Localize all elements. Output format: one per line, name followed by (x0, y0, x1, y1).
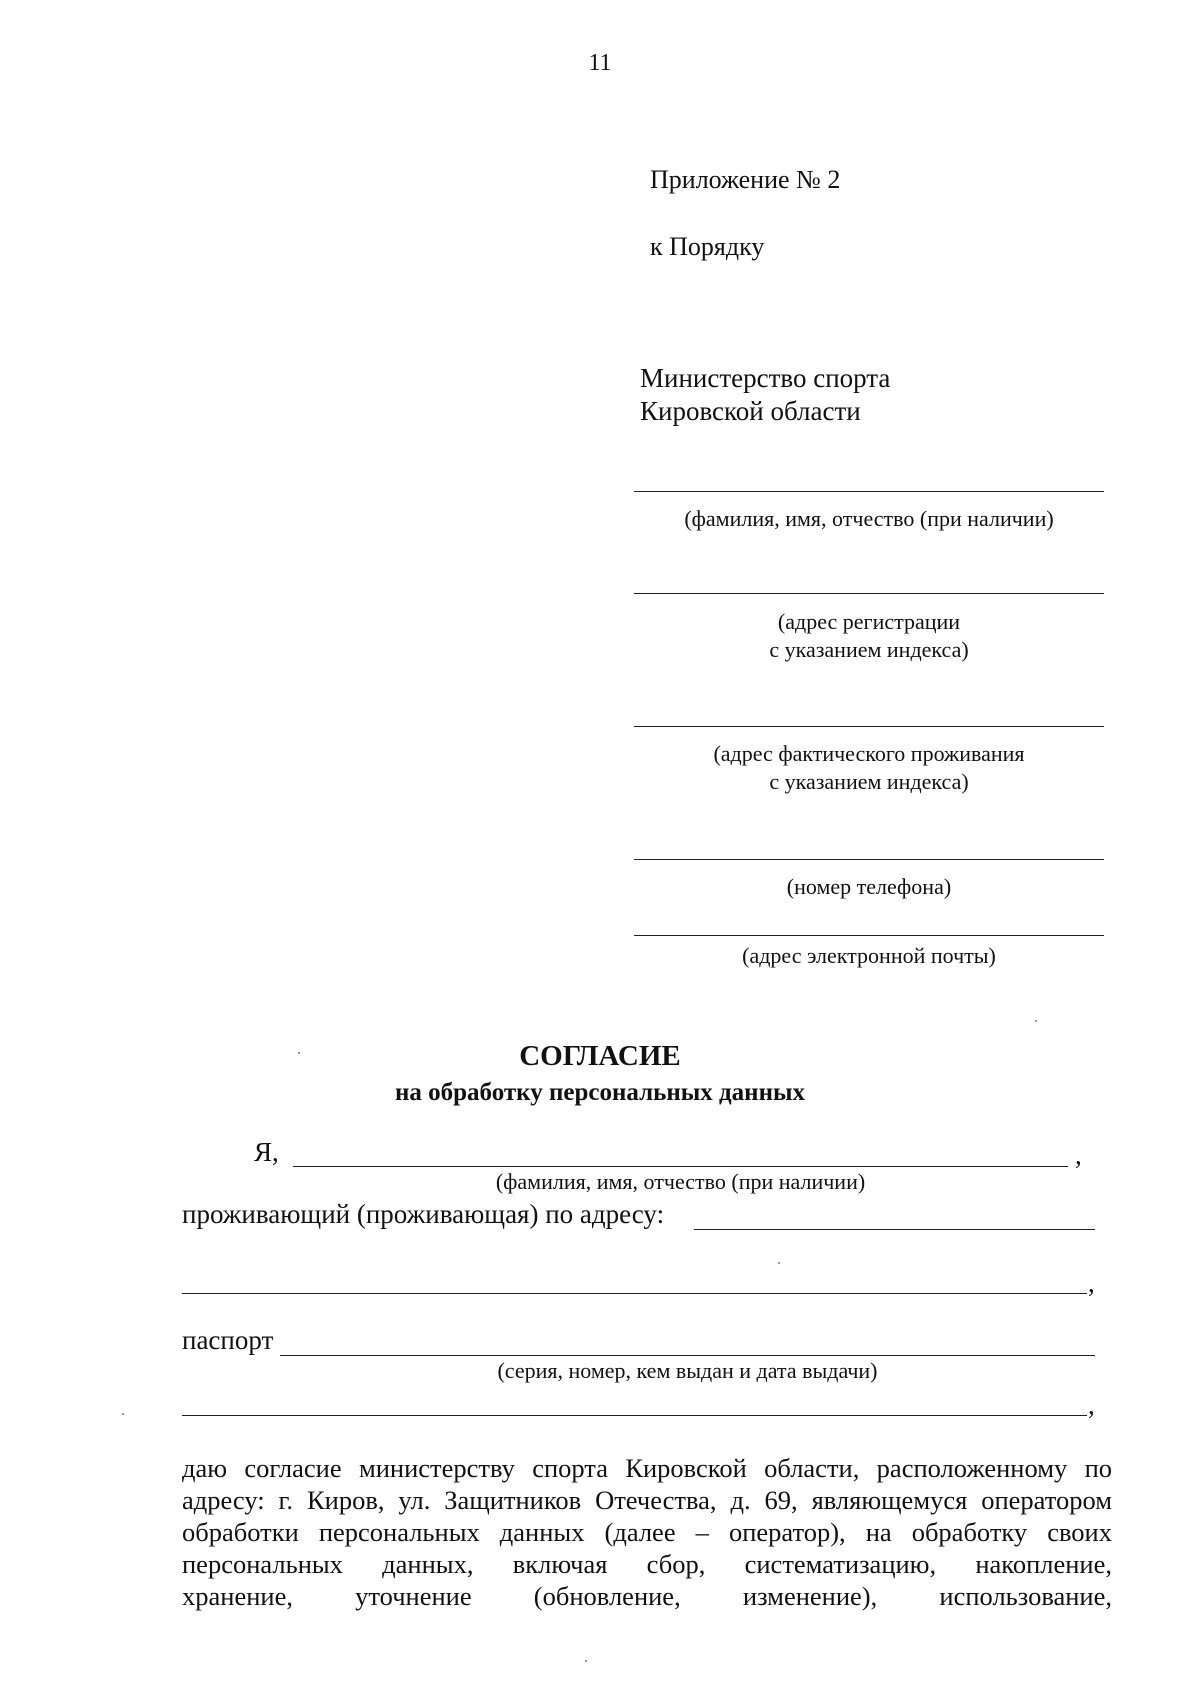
consent-line: хранение, уточнение (обновление, изменение), использование, (182, 1581, 1112, 1611)
scan-speck (778, 1262, 780, 1264)
applicant-fio-caption: (фамилия, имя, отчество (при наличии) (495, 1169, 866, 1194)
consent-paragraph (182, 1452, 1112, 1612)
passport-caption: (серия, номер, кем выдан и дата выдачи) (497, 1358, 878, 1383)
scan-speck (122, 1413, 124, 1415)
address-field-line-1[interactable] (694, 1229, 1095, 1230)
phone-field-line[interactable] (634, 859, 1104, 860)
passport-field-line-1[interactable] (280, 1355, 1095, 1356)
email-field-line[interactable] (634, 935, 1104, 936)
passport-comma: , (1088, 1390, 1095, 1420)
actual-address-caption-line-1: (адрес фактического проживания (713, 741, 1025, 766)
scan-speck (298, 1052, 300, 1054)
recipient-block (640, 362, 890, 428)
i-label: Я, (254, 1137, 279, 1167)
registration-address-caption-line-2: с указанием индекса) (769, 637, 969, 662)
fio-comma: , (1075, 1140, 1082, 1170)
address-label: проживающий (проживающая) по адресу: (182, 1199, 665, 1229)
consent-line: адресу: г. Киров, ул. Защитников Отечества, д. 69, являющемуся оператором (182, 1485, 1112, 1515)
appendix-number: Приложение № 2 (650, 165, 841, 194)
consent-line: обработки персональных данных (далее – оператор), на обработку своих (182, 1517, 1112, 1547)
recipient-line-1: Министерство спорта (640, 363, 891, 393)
consent-line: даю согласие министерству спорта Кировской области, расположенному по (182, 1453, 1112, 1483)
address-comma: , (1088, 1268, 1095, 1298)
recipient-line-2: Кировской области (640, 396, 861, 426)
actual-address-caption (634, 740, 1104, 796)
passport-label: паспорт (182, 1325, 274, 1355)
page-number: 11 (588, 50, 612, 76)
scan-speck (1035, 1020, 1037, 1022)
scan-speck (585, 1660, 587, 1662)
fio-caption: (фамилия, имя, отчество (при наличии) (684, 506, 1054, 531)
document-subtitle: на обработку персональных данных (395, 1079, 805, 1106)
document-title: СОГЛАСИЕ (519, 1040, 681, 1072)
email-caption: (адрес электронной почты) (742, 943, 996, 968)
actual-address-caption-line-2: с указанием индекса) (769, 769, 969, 794)
address-field-line-2[interactable] (182, 1293, 1087, 1294)
actual-address-field-line[interactable] (634, 726, 1104, 727)
appendix-reference: к Порядку (650, 232, 765, 261)
fio-field-line[interactable] (634, 491, 1104, 492)
phone-caption: (номер телефона) (786, 874, 952, 899)
registration-address-field-line[interactable] (634, 593, 1104, 594)
passport-field-line-2[interactable] (182, 1415, 1087, 1416)
registration-address-caption (634, 608, 1104, 664)
registration-address-caption-line-1: (адрес регистрации (777, 609, 961, 634)
consent-line: персональных данных, включая сбор, систематизацию, накопление, (182, 1549, 1112, 1579)
applicant-fio-field-line[interactable] (293, 1166, 1068, 1167)
